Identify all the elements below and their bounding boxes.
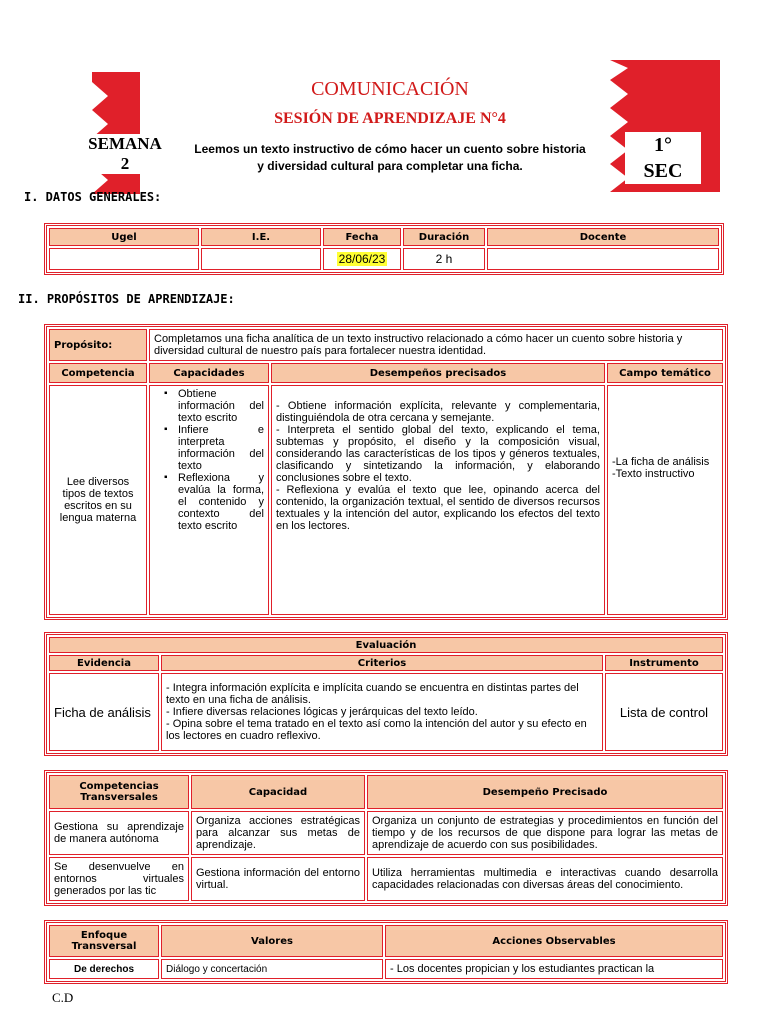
transversal-desempeno: Organiza un conjunto de estrategias y procedimientos en función del tiempo y de los recursos de que dispone para lograr las metas de aprendizaje de acuerdo con sus posibilidades. [367,811,723,855]
enfoque-transversal-table [44,920,728,984]
session-title: SESIÓN DE APRENDIZAJE N°4 [274,110,506,127]
header-valores: Valores [161,925,383,957]
capacidades-cell [149,385,269,615]
grade-label: 1° SEC [625,132,701,184]
header-competencia: Competencia [49,363,147,383]
fecha-value: 28/06/23 [338,252,386,267]
competencia-text: Lee diversos tipos de textos escritos en su lengua materna [49,385,147,615]
evaluacion-table [44,632,728,756]
header-evidencia: Evidencia [49,655,159,671]
header-ie: I.E. [201,228,321,246]
week-label: SEMANA 2 [80,134,170,174]
capacidad-item: ▪ Reflexiona y evalúa la forma, el contenido y contexto del texto escrito [168,472,264,532]
desempenos-cell [271,385,605,615]
section-datos-generales-heading: I. DATOS GENERALES: [24,190,162,204]
evidencia-text: Ficha de análisis [49,673,159,751]
transversal-capacidad: Organiza acciones estratégicas para alcanzar sus metas de aprendizaje. [191,811,365,855]
transversal-competencia: Se desenvuelve en entornos virtuales generados por las tic [49,857,189,901]
duracion-value: 2 h [403,248,485,270]
header-desempeno-precisado: Desempeño Precisado [367,775,723,809]
enfoque-acciones: - Los docentes propician y los estudiantes practican la [385,959,723,979]
proposito-label: Propósito: [49,329,147,361]
propositos-table [44,324,728,620]
criterio-item: - Infiere diversas relaciones lógicas y jerárquicas del texto leído. [166,706,478,718]
header-acciones-observables: Acciones Observables [385,925,723,957]
instrumento-text: Lista de control [605,673,723,751]
header-competencias-transversales: Competencias Transversales [49,775,189,809]
header-capacidad: Capacidad [191,775,365,809]
header-capacidades: Capacidades [149,363,269,383]
subject-title: COMUNICACIÓN [311,78,469,100]
header-ugel: Ugel [49,228,199,246]
ie-value [201,248,321,270]
header-instrumento: Instrumento [605,655,723,671]
header-fecha: Fecha [323,228,401,246]
evaluacion-title: Evaluación [49,637,723,653]
campo-item: -La ficha de análisis [612,456,710,468]
header-duracion: Duración [403,228,485,246]
capacidad-item: ▪ Infiere e interpreta información del texto [168,424,264,472]
proposito-text: Completamos una ficha analítica de un texto instructivo relacionado a cómo hacer un cuento sobre historia y diversidad cultural de nuestro país para fortalecer nuestra identidad. [149,329,723,361]
header-desempenos: Desempeños precisados [271,363,605,383]
header-campo-tematico: Campo temático [607,363,723,383]
criterios-cell [161,673,603,751]
datos-generales-table [44,223,724,275]
campo-item: -Texto instructivo [612,468,695,480]
transversal-capacidad: Gestiona información del entorno virtual. [191,857,365,901]
desempeno-item: - Interpreta el sentido global del texto, explicando el tema, subtemas y propósito, el diseño y la composición visual, considerando las características de los tipos y géneros textuales, clasificando y sintetizando la información, y elaborando conclusiones sobre el texto. [276,424,600,484]
transversal-competencia: Gestiona su aprendizaje de manera autónoma [49,811,189,855]
competencias-transversales-table [44,770,728,906]
section-propositos-heading: II. PROPÓSITOS DE APRENDIZAJE: [18,292,235,306]
criterio-item: - Opina sobre el tema tratado en el texto así como la intención del autor y su efecto en los lectores en cuadro reflexivo. [166,718,587,742]
desempeno-item: - Obtiene información explícita, relevante y complementaria, distinguiéndola de otra cercana y semejante. [276,400,600,424]
transversal-desempeno: Utiliza herramientas multimedia e interactivas cuando desarrolla capacidades relacionadas con diversas áreas del conocimiento. [367,857,723,901]
enfoque-name: De derechos [49,959,159,979]
criterio-item: - Integra información explícita e implícita cuando se encuentra en distintas partes del texto en una ficha de análisis. [166,682,579,706]
session-subtitle: Leemos un texto instructivo de cómo hacer un cuento sobre historia y diversidad cultural para completar una ficha. [194,142,586,173]
ugel-value [49,248,199,270]
desempeno-item: - Reflexiona y evalúa el texto que lee, opinando acerca del contenido, la organización textual, el sentido de diversos recursos textuales y la intención del autor, explicando los efectos del texto en los lectores. [276,484,600,532]
capacidad-item: ▪ Obtiene información del texto escrito [168,388,264,424]
campo-tematico-cell [607,385,723,615]
header-criterios: Criterios [161,655,603,671]
left-flag-decoration [70,72,140,194]
enfoque-valores: Diálogo y concertación [161,959,383,979]
header-enfoque-transversal: Enfoque Transversal [49,925,159,957]
header-docente: Docente [487,228,719,246]
footer-initials: C.D [52,990,74,1005]
docente-value [487,248,719,270]
